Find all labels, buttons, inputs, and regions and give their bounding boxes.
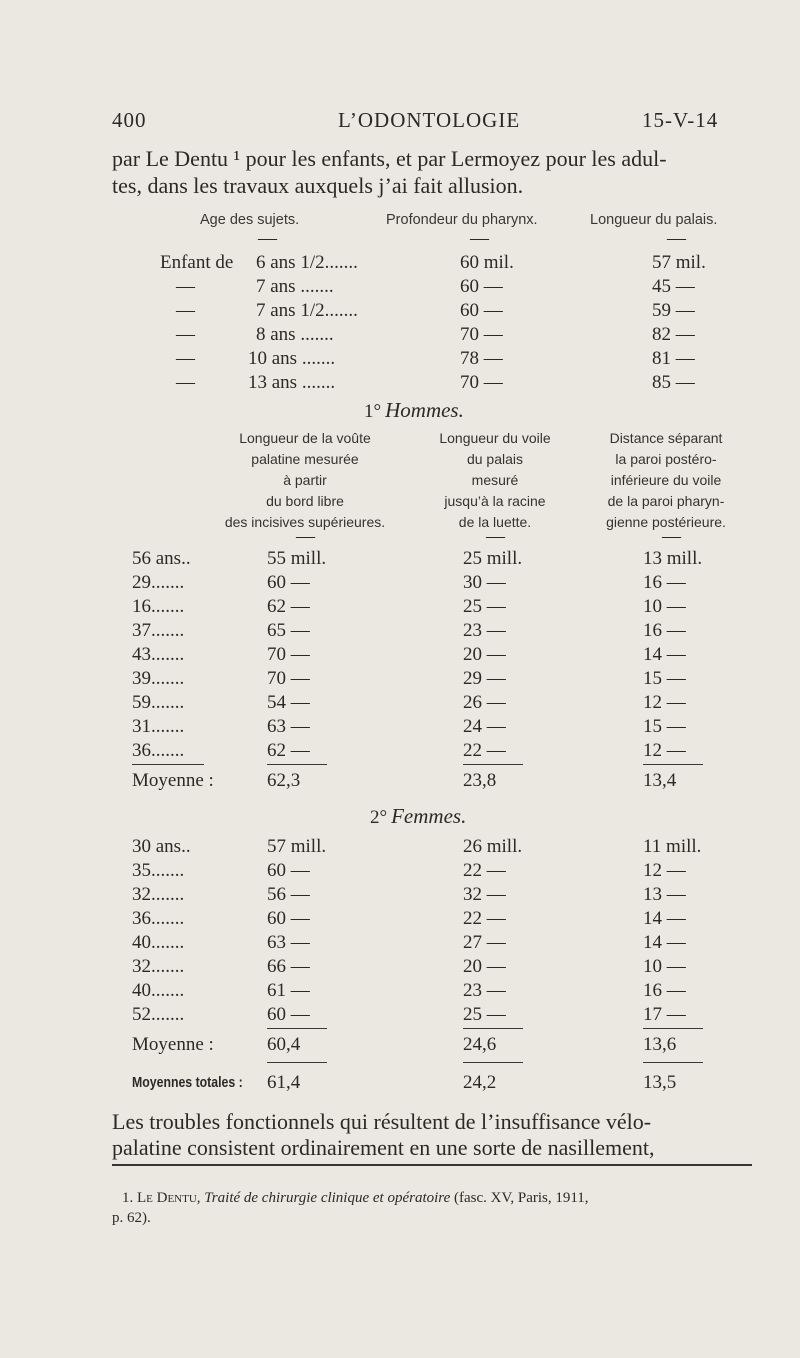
average-label: Moyenne :: [132, 1034, 214, 1055]
table-cell: 30 ans..: [132, 836, 191, 857]
intro-line-2: tes, dans les travaux auxquels j’ai fait allusion.: [112, 173, 524, 198]
children-header-age: Age des sujets.: [200, 212, 300, 228]
hommes-header-dash: —: [662, 526, 681, 547]
table-cell: 62 —: [267, 596, 310, 617]
journal-title: L’ODONTOLOGIE: [338, 108, 521, 132]
section-number: 2°: [370, 807, 388, 828]
table-cell: 59.......: [132, 692, 185, 713]
table-cell: 56 —: [267, 884, 310, 905]
table-cell: 30 —: [463, 572, 506, 593]
footnote-details: (fasc. XV, Paris, 1911,: [453, 1190, 589, 1206]
children-row-prefix: —: [176, 300, 195, 321]
closing-line-1: Les troubles fonctionnels qui résultent de l’insuffisance vélo-: [112, 1109, 652, 1134]
children-row-age: 10 ans .......: [248, 348, 336, 369]
table-cell: 14 —: [643, 908, 686, 929]
total-average-value: 13,5: [643, 1072, 677, 1093]
intro-line-1: par Le Dentu ¹ pour les enfants, et par Lermoyez pour les adul-: [112, 146, 667, 171]
average-value: 13,6: [643, 1034, 677, 1055]
table-cell: 16 —: [643, 620, 686, 641]
table-cell: 22 —: [463, 740, 506, 761]
footnote-line-2: p. 62).: [112, 1210, 151, 1226]
children-header-depth: Profondeur du pharynx.: [386, 212, 538, 228]
table-cell: 52.......: [132, 1004, 185, 1025]
table-cell: 70 —: [267, 668, 310, 689]
children-row-age: 7 ans 1/2.......: [256, 300, 358, 321]
table-cell: 61 —: [267, 980, 310, 1001]
table-cell: 54 —: [267, 692, 310, 713]
children-row-length: 85 —: [652, 372, 695, 393]
table-cell: 36.......: [132, 740, 185, 761]
header-line: Longueur du voile: [439, 430, 551, 446]
table-cell: 17 —: [643, 1004, 686, 1025]
children-row-length: 82 —: [652, 324, 695, 345]
divider: [463, 1062, 523, 1063]
children-row-depth: 70 —: [460, 372, 503, 393]
average-value: 62,3: [267, 770, 301, 791]
header-line: de la paroi pharyn-: [607, 493, 725, 509]
divider: [132, 764, 204, 765]
divider: [267, 1062, 327, 1063]
table-cell: 32.......: [132, 884, 185, 905]
total-average-value: 61,4: [267, 1072, 301, 1093]
table-cell: 25 —: [463, 1004, 506, 1025]
table-cell: 23 —: [463, 620, 506, 641]
table-cell: 63 —: [267, 932, 310, 953]
footnote-author: Le Dentu,: [137, 1190, 201, 1206]
section-title-hommes: [364, 398, 464, 423]
table-cell: 55 mill.: [267, 548, 327, 569]
average-value: 23,8: [463, 770, 497, 791]
table-cell: 12 —: [643, 692, 686, 713]
children-row-age: 8 ans .......: [256, 324, 334, 345]
section-number: 1°: [364, 401, 382, 422]
children-row-prefix: —: [176, 348, 195, 369]
children-row-depth: 60 —: [460, 300, 503, 321]
divider: [267, 764, 327, 765]
table-cell: 26 —: [463, 692, 506, 713]
table-cell: 29.......: [132, 572, 185, 593]
average-value: 13,4: [643, 770, 677, 791]
table-cell: 15 —: [643, 716, 686, 737]
header-line: Distance séparant: [609, 430, 723, 446]
page-number: 400: [112, 108, 147, 132]
children-row-length: 45 —: [652, 276, 695, 297]
table-cell: 25 mill.: [463, 548, 523, 569]
children-row-age: 6 ans 1/2.......: [256, 252, 358, 273]
children-row-age: 13 ans .......: [248, 372, 336, 393]
table-cell: 65 —: [267, 620, 310, 641]
footnote: [122, 1190, 589, 1207]
footnote-rule: [112, 1164, 752, 1166]
total-average-value: 24,2: [463, 1072, 497, 1093]
table-cell: 31.......: [132, 716, 185, 737]
table-cell: 62 —: [267, 740, 310, 761]
table-cell: 16.......: [132, 596, 185, 617]
section-label: Hommes.: [385, 398, 464, 422]
table-cell: 26 mill.: [463, 836, 523, 857]
table-cell: 63 —: [267, 716, 310, 737]
table-cell: 11 mill.: [643, 836, 702, 857]
table-cell: 16 —: [643, 572, 686, 593]
average-value: 24,6: [463, 1034, 497, 1055]
divider: [643, 1062, 703, 1063]
header-line: inférieure du voile: [610, 472, 722, 488]
table-cell: 37.......: [132, 620, 185, 641]
table-cell: 20 —: [463, 644, 506, 665]
children-header-dash: —: [258, 228, 277, 249]
header-line: du bord libre: [266, 493, 344, 509]
table-cell: 40.......: [132, 932, 185, 953]
table-cell: 13 mill.: [643, 548, 703, 569]
total-average-label: Moyennes totales :: [132, 1074, 243, 1091]
children-row-depth: 60 —: [460, 276, 503, 297]
table-cell: 27 —: [463, 932, 506, 953]
header-line: jusqu’à la racine: [444, 493, 546, 509]
table-cell: 39.......: [132, 668, 185, 689]
children-row-depth: 70 —: [460, 324, 503, 345]
header-line: Longueur de la voûte: [239, 430, 371, 446]
divider: [267, 1028, 327, 1029]
table-cell: 14 —: [643, 932, 686, 953]
table-cell: 70 —: [267, 644, 310, 665]
header-line: du palais: [466, 451, 524, 467]
table-cell: 35.......: [132, 860, 185, 881]
hommes-header-dash: —: [486, 526, 505, 547]
header-line: gienne postérieure.: [606, 514, 726, 530]
children-row-prefix: —: [176, 276, 195, 297]
table-cell: 66 —: [267, 956, 310, 977]
children-row-depth: 60 mil.: [460, 252, 514, 273]
table-cell: 14 —: [643, 644, 686, 665]
table-cell: 13 —: [643, 884, 686, 905]
hommes-header-dash: —: [296, 526, 315, 547]
table-cell: 56 ans..: [132, 548, 191, 569]
section-title-femmes: [370, 804, 466, 829]
table-cell: 29 —: [463, 668, 506, 689]
hommes-col1-header: [205, 428, 405, 533]
children-row-age: 7 ans .......: [256, 276, 334, 297]
table-cell: 60 —: [267, 1004, 310, 1025]
divider: [463, 1028, 523, 1029]
table-cell: 12 —: [643, 860, 686, 881]
table-cell: 12 —: [643, 740, 686, 761]
section-label: Femmes.: [391, 804, 467, 828]
table-cell: 60 —: [267, 860, 310, 881]
header-line: des incisives supérieures.: [224, 514, 386, 530]
table-cell: 10 —: [643, 956, 686, 977]
table-cell: 25 —: [463, 596, 506, 617]
header-line: à partir: [283, 472, 327, 488]
table-cell: 60 —: [267, 908, 310, 929]
header-line: la paroi postéro-: [615, 451, 717, 467]
children-row-length: 57 mil.: [652, 252, 706, 273]
closing-line-2: palatine consistent ordinairement en une sorte de nasillement,: [112, 1135, 655, 1160]
footnote-title: Traité de chirurgie clinique et opératoire: [204, 1190, 451, 1206]
children-header-length: Longueur du palais.: [590, 212, 718, 228]
children-row-prefix: Enfant de: [160, 252, 234, 273]
children-row-prefix: —: [176, 372, 195, 393]
table-cell: 23 —: [463, 980, 506, 1001]
children-row-length: 59 —: [652, 300, 695, 321]
footnote-number: 1.: [122, 1190, 134, 1206]
table-cell: 36.......: [132, 908, 185, 929]
table-cell: 22 —: [463, 860, 506, 881]
header-line: de la luette.: [458, 514, 532, 530]
table-cell: 22 —: [463, 908, 506, 929]
hommes-col2-header: [420, 428, 570, 533]
children-row-depth: 78 —: [460, 348, 503, 369]
table-cell: 24 —: [463, 716, 506, 737]
divider: [463, 764, 523, 765]
table-cell: 20 —: [463, 956, 506, 977]
average-label: Moyenne :: [132, 770, 214, 791]
header-line: palatine mesurée: [251, 451, 359, 467]
table-cell: 43.......: [132, 644, 185, 665]
table-cell: 16 —: [643, 980, 686, 1001]
table-cell: 32.......: [132, 956, 185, 977]
divider: [643, 764, 703, 765]
children-header-dash: —: [470, 228, 489, 249]
average-value: 60,4: [267, 1034, 301, 1055]
children-header-dash: —: [667, 228, 686, 249]
issue-date: 15-V-14: [642, 108, 719, 132]
table-cell: 10 —: [643, 596, 686, 617]
table-cell: 15 —: [643, 668, 686, 689]
divider: [643, 1028, 703, 1029]
table-cell: 57 mill.: [267, 836, 327, 857]
children-row-prefix: —: [176, 324, 195, 345]
table-cell: 40.......: [132, 980, 185, 1001]
header-line: mesuré: [471, 472, 519, 488]
table-cell: 60 —: [267, 572, 310, 593]
children-row-length: 81 —: [652, 348, 695, 369]
table-cell: 32 —: [463, 884, 506, 905]
hommes-col3-header: [586, 428, 746, 533]
